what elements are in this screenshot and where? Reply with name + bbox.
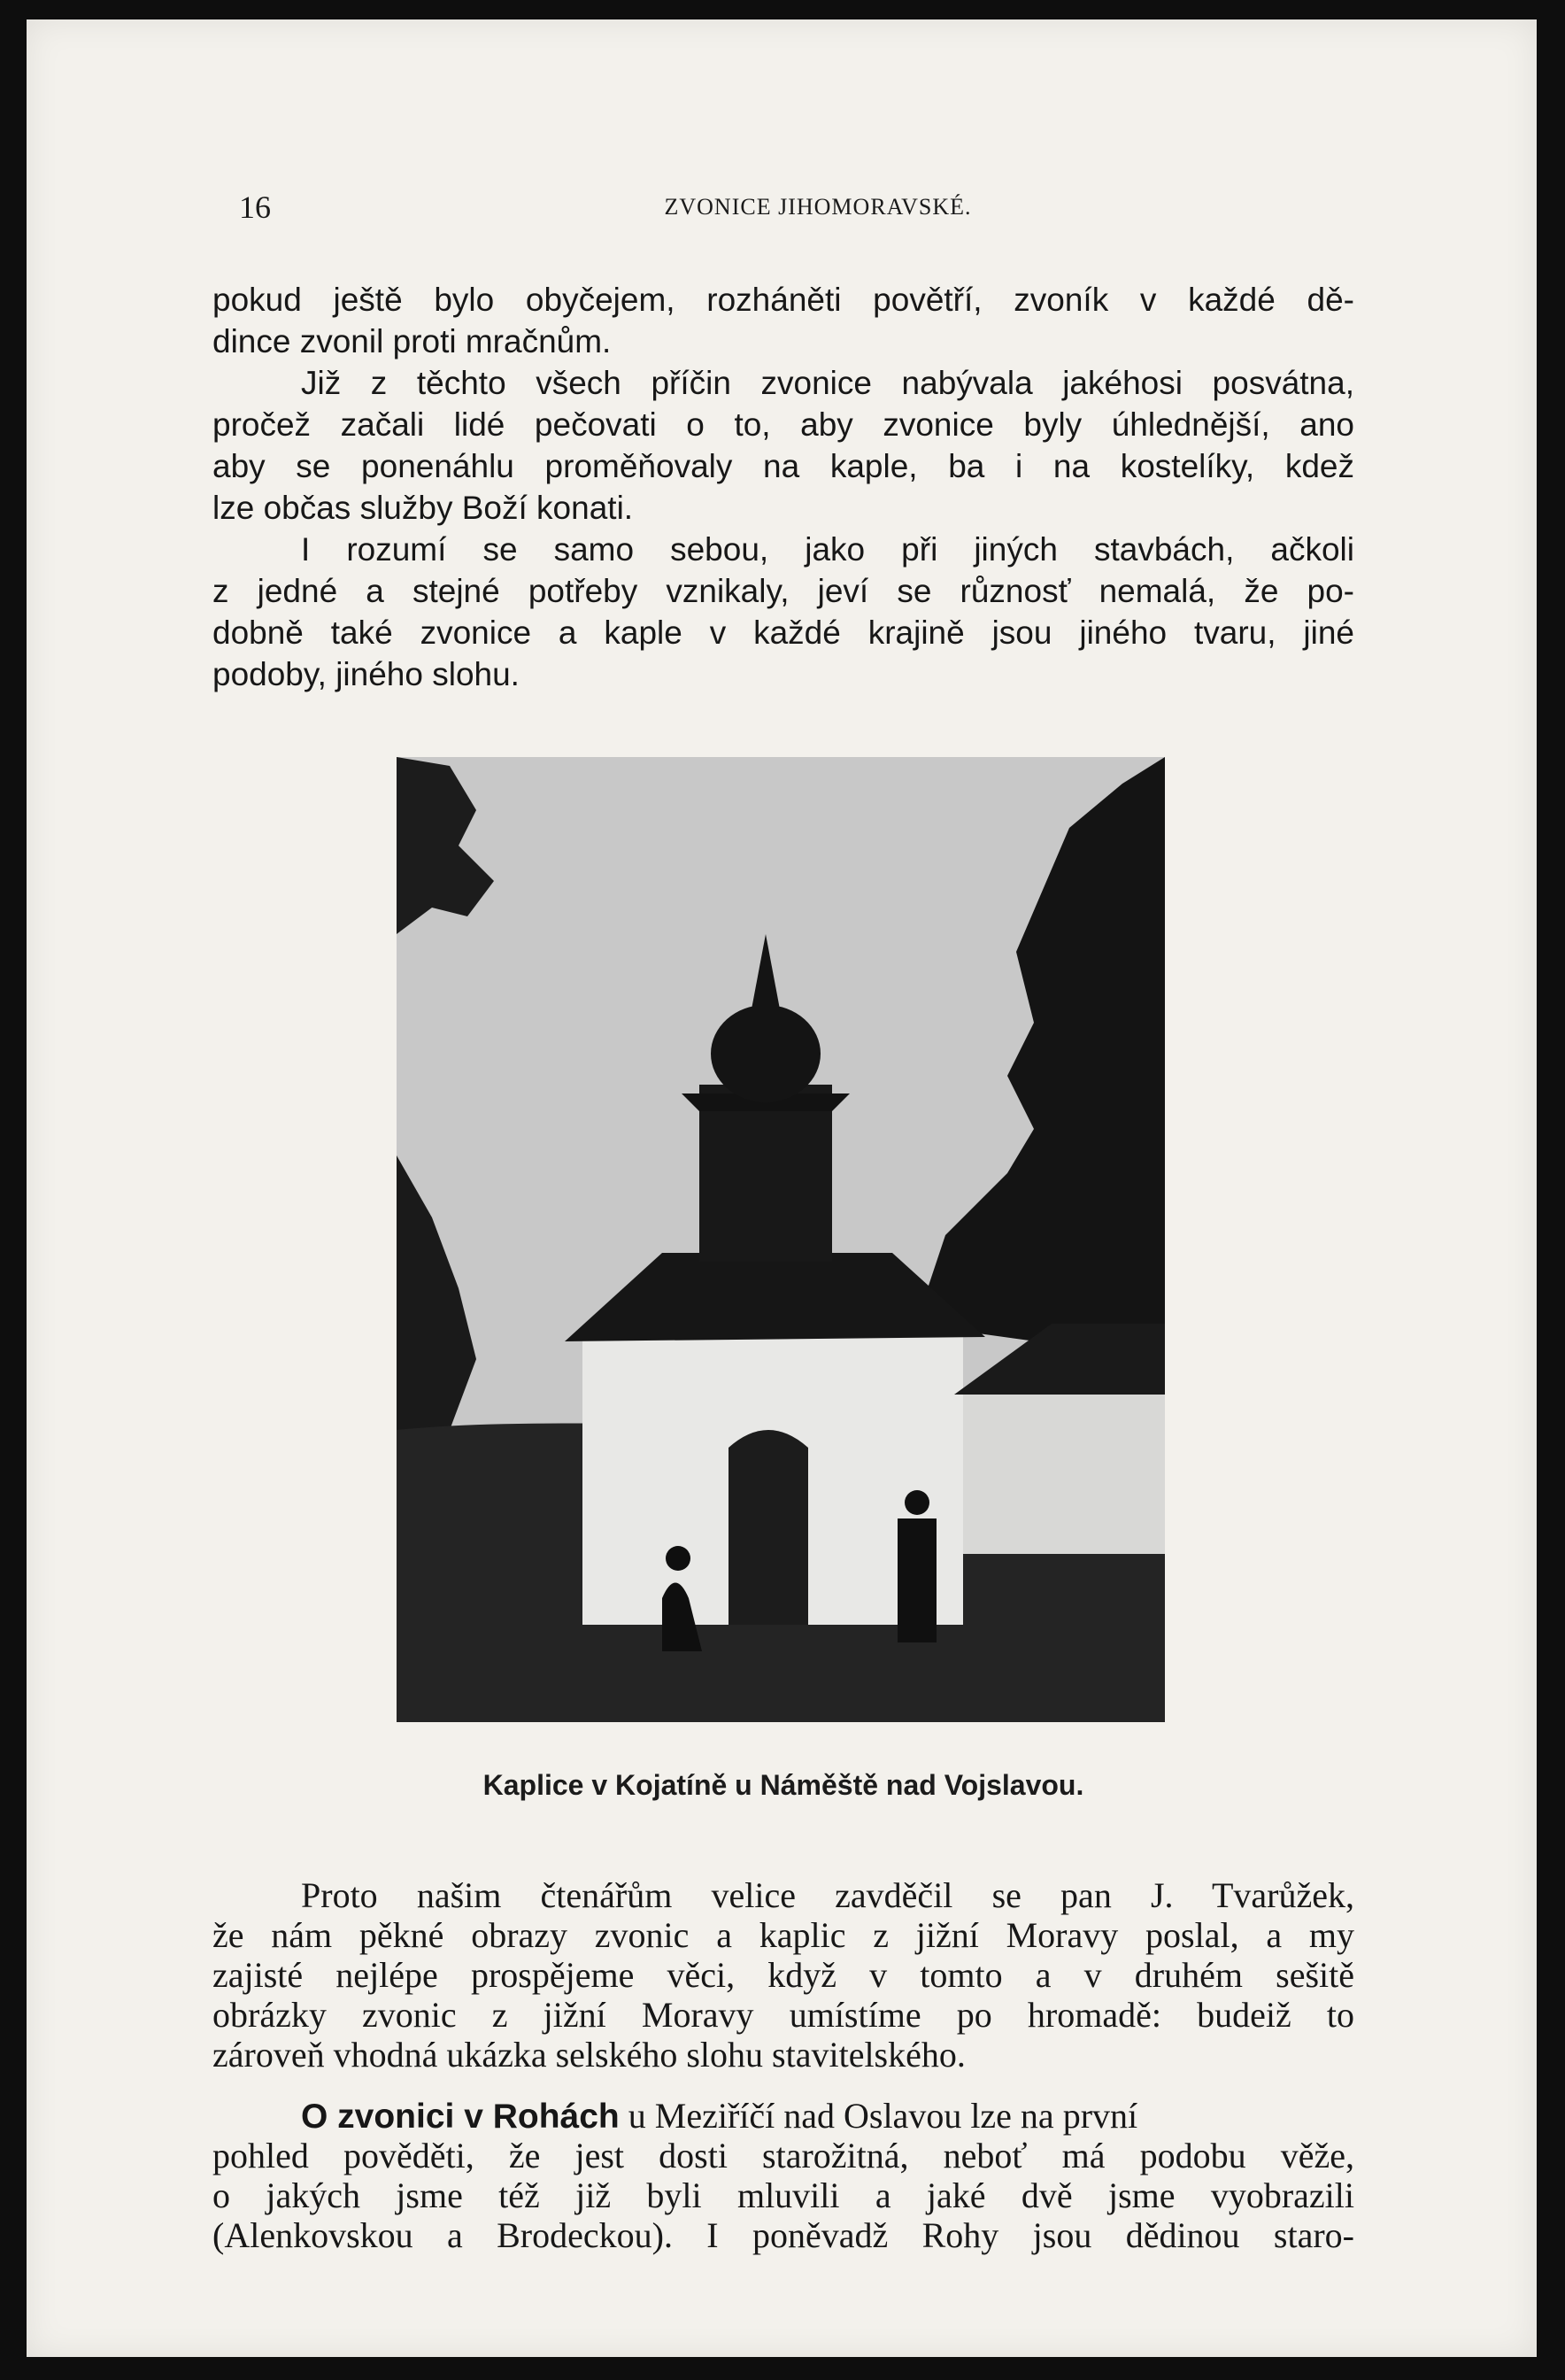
chapel-door: [729, 1430, 808, 1625]
rohy-heading: O zvonici v Rohách: [301, 2098, 620, 2136]
text-line: obrázky zvonic z jižní Moravy umístíme po hromadě: budeiž to: [212, 1995, 1354, 2035]
text-line: pokud ještě bylo obyčejem, rozháněti povětří, zvoník v každé dě-: [212, 282, 1354, 318]
onion-dome: [711, 1005, 821, 1102]
text-line: že nám pěkné obrazy zvonic a kaplic z jižní Moravy poslal, a my: [212, 1915, 1354, 1955]
text-fragment: u Meziříčí nad Oslavou lze na první: [619, 2096, 1138, 2136]
text-line: o jakých jsme též již byli mluvili a jaké dvě jsme vyobrazili: [212, 2175, 1354, 2215]
page-number: 16: [239, 189, 271, 225]
person-standing: [898, 1518, 937, 1642]
text-line: podoby, jiného slohu.: [212, 656, 520, 692]
text-line: pročež začali lidé pečovati o to, aby zvonice byly úhlednější, ano: [212, 406, 1354, 443]
figure-caption: Kaplice v Kojatíně u Náměště nad Vojslavou.: [482, 1769, 1084, 1801]
text-line: aby se ponenáhlu proměňovaly na kaple, ba i na kostelíky, kdež: [212, 448, 1354, 484]
bottom-paragraph: [212, 1875, 1354, 2255]
text-line: I rozumí se samo sebou, jako při jiných stavbách, ačkoli: [301, 531, 1354, 568]
text-line: z jedné a stejné potřeby vznikaly, jeví se různosť nemalá, že po-: [212, 573, 1354, 609]
text-line: zajisté nejlépe prospějeme věci, když v tomto a v druhém sešitě: [212, 1955, 1354, 1995]
running-title: ZVONICE JIHOMORAVSKÉ.: [664, 194, 972, 220]
text-line: Proto našim čtenářům velice zavděčil se pan J. Tvarůžek,: [301, 1875, 1354, 1915]
top-paragraph: [212, 279, 1354, 695]
text-line: Již z těchto všech příčin zvonice nabývala jakéhosi posvátna,: [301, 365, 1354, 401]
text-line: pohled pověděti, že jest dosti starožitná, neboť má podobu věže,: [212, 2136, 1354, 2175]
text-line: dince zvonil proti mračnům.: [212, 323, 612, 359]
text-line: (Alenkovskou a Brodeckou). I poněvadž Rohy jsou dědinou staro-: [212, 2215, 1354, 2255]
text-line: zároveň vhodná ukázka selského slohu stavitelského.: [212, 2035, 966, 2075]
text-line: lze občas služby Boží konati.: [212, 490, 634, 526]
running-header: [212, 182, 1423, 235]
chapel-photograph: [397, 757, 1165, 1722]
text-line: dobně také zvonice a kaple v každé krajině jsou jiného tvaru, jiné: [212, 614, 1354, 651]
text-line: [212, 2096, 1354, 2136]
